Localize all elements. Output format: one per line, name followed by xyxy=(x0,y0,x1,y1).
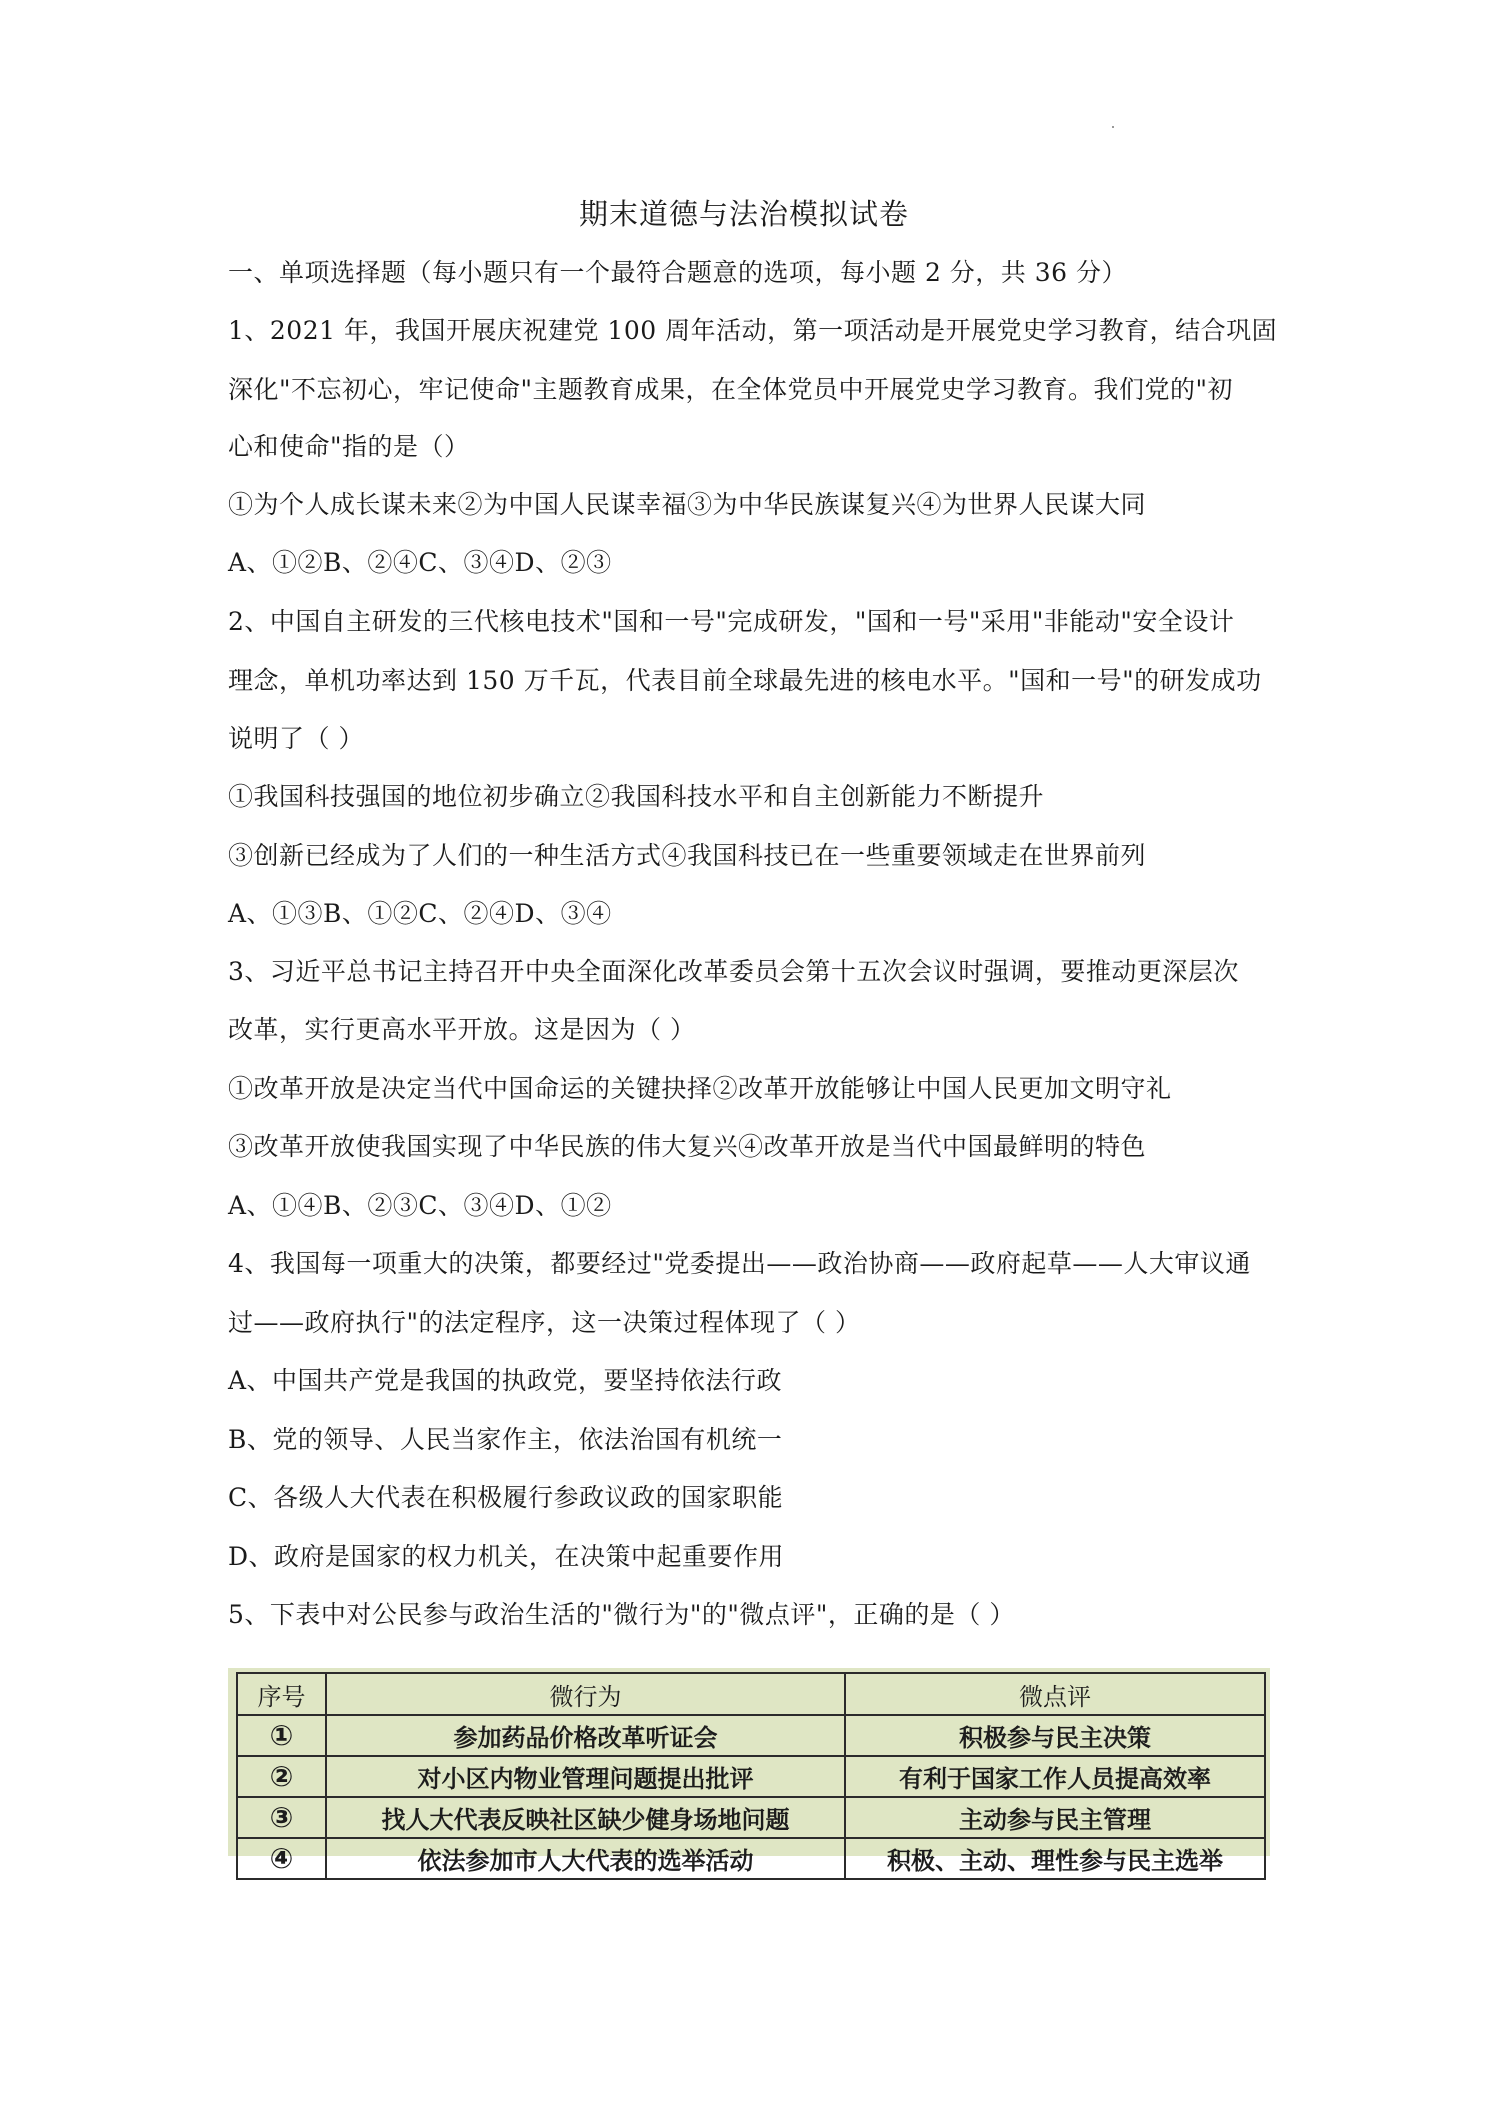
table-cell: ① xyxy=(237,1715,326,1756)
table-cell: ④ xyxy=(237,1838,326,1879)
option-d: D、政府是国家的权力机关，在决策中起重要作用 xyxy=(228,1542,785,1571)
scan-speck xyxy=(1112,126,1114,128)
table-cell: 依法参加市人大代表的选举活动 xyxy=(326,1838,845,1879)
table-row xyxy=(237,1797,1265,1838)
text-line: 深化"不忘初心，牢记使命"主题教育成果，在全体党员中开展党史学习教育。我们党的"初 xyxy=(228,375,1234,404)
text-line: 1、2021 年，我国开展庆祝建党 100 周年活动，第一项活动是开展党史学习教育，结合巩固 xyxy=(228,316,1278,345)
table-cell: 参加药品价格改革听证会 xyxy=(326,1715,845,1756)
text-line: 理念，单机功率达到 150 万千瓦，代表目前全球最先进的核电水平。"国和一号"的研发成功 xyxy=(228,666,1262,695)
text-line: ①我国科技强国的地位初步确立②我国科技水平和自主创新能力不断提升 xyxy=(228,782,1045,811)
answer-options: A、①③B、①②C、②④D、③④ xyxy=(228,899,612,928)
option-a: A、中国共产党是我国的执政党，要坚持依法行政 xyxy=(228,1366,783,1395)
text-line: ①为个人成长谋未来②为中国人民谋幸福③为中华民族谋复兴④为世界人民谋大同 xyxy=(228,490,1147,519)
table-cell: 主动参与民主管理 xyxy=(845,1797,1265,1838)
header-cell: 微点评 xyxy=(845,1673,1265,1715)
text-line: 说明了（ ） xyxy=(228,724,364,753)
table-cell: 积极参与民主决策 xyxy=(845,1715,1265,1756)
text-line: 3、习近平总书记主持召开中央全面深化改革委员会第十五次会议时强调，要推动更深层次 xyxy=(228,957,1239,986)
option-b: B、党的领导、人民当家作主，依法治国有机统一 xyxy=(228,1425,783,1454)
option-c: C、各级人大代表在积极履行参政议政的国家职能 xyxy=(228,1483,784,1512)
behavior-table xyxy=(236,1672,1266,1880)
table-cell: 积极、主动、理性参与民主选举 xyxy=(845,1838,1265,1879)
page-title: 期末道德与法治模拟试卷 xyxy=(578,197,909,231)
table-cell: ② xyxy=(237,1756,326,1797)
text-line: 心和使命"指的是（） xyxy=(228,432,470,461)
table-cell: ③ xyxy=(237,1797,326,1838)
answer-options: A、①②B、②④C、③④D、②③ xyxy=(228,548,612,577)
scanned-table xyxy=(228,1668,1270,1875)
table-row xyxy=(237,1838,1265,1879)
text-line: 改革，实行更高水平开放。这是因为（ ） xyxy=(228,1015,696,1044)
text-line: ①改革开放是决定当代中国命运的关键抉择②改革开放能够让中国人民更加文明守礼 xyxy=(228,1074,1172,1103)
table-cell: 对小区内物业管理问题提出批评 xyxy=(326,1756,845,1797)
table-row xyxy=(237,1756,1265,1797)
table-cell: 有利于国家工作人员提高效率 xyxy=(845,1756,1265,1797)
text-line: 过——政府执行"的法定程序，这一决策过程体现了（ ） xyxy=(228,1308,861,1337)
text-line: ③改革开放使我国实现了中华民族的伟大复兴④改革开放是当代中国最鲜明的特色 xyxy=(228,1132,1147,1161)
section-heading: 一、单项选择题（每小题只有一个最符合题意的选项，每小题 2 分，共 36 分） xyxy=(228,258,1128,287)
table-header-row xyxy=(237,1673,1265,1715)
header-cell: 序号 xyxy=(237,1673,326,1715)
header-cell: 微行为 xyxy=(326,1673,845,1715)
answer-options: A、①④B、②③C、③④D、①② xyxy=(228,1191,612,1220)
table-cell: 找人大代表反映社区缺少健身场地问题 xyxy=(326,1797,845,1838)
table-row xyxy=(237,1715,1265,1756)
text-line: ③创新已经成为了人们的一种生活方式④我国科技已在一些重要领域走在世界前列 xyxy=(228,841,1147,870)
text-line: 4、我国每一项重大的决策，都要经过"党委提出——政治协商——政府起草——人大审议通 xyxy=(228,1249,1251,1278)
text-line: 2、中国自主研发的三代核电技术"国和一号"完成研发，"国和一号"采用"非能动"安全设计 xyxy=(228,607,1235,636)
text-line: 5、下表中对公民参与政治生活的"微行为"的"微点评"，正确的是（ ） xyxy=(228,1600,1015,1629)
